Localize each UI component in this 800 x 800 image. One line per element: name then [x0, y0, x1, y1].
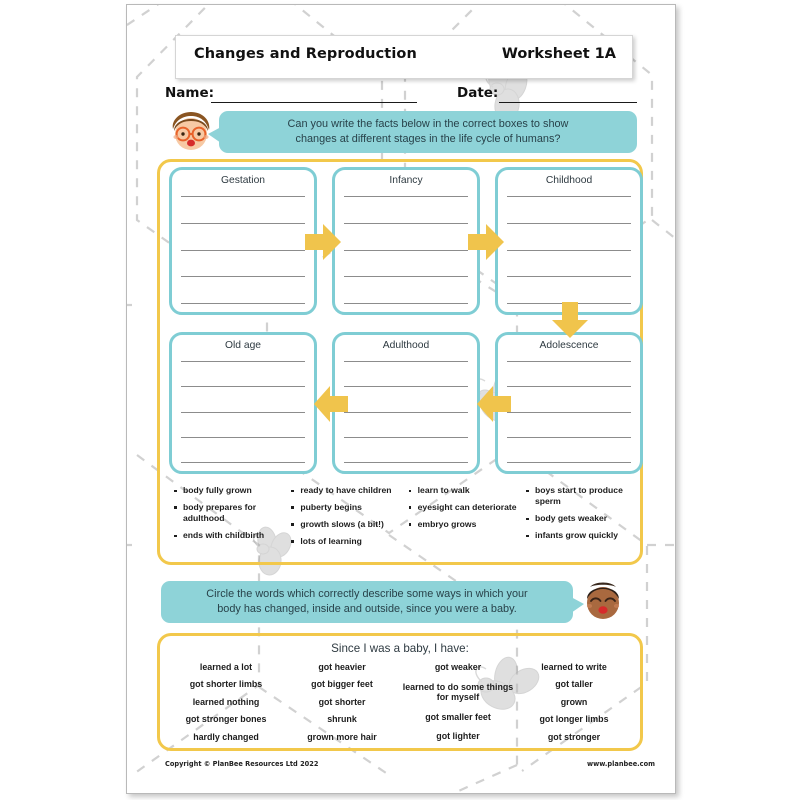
arrow-gestation-to-infancy-icon	[303, 221, 343, 268]
stage-box-adulthood[interactable]	[332, 332, 480, 474]
arrow-childhood-to-adolescence-icon	[549, 300, 591, 347]
fact-item[interactable]: ready to have children	[300, 485, 400, 496]
page-title: Changes and Reproduction	[194, 46, 417, 62]
writing-lines[interactable]	[344, 361, 468, 463]
word-bank-column	[518, 662, 630, 742]
instruction-1-line-1: Can you write the facts below in the correct boxes to show	[287, 118, 569, 130]
word-bank-grid	[170, 662, 630, 742]
instruction-bubble-1	[219, 111, 637, 153]
word-option[interactable]: got bigger feet	[311, 679, 373, 690]
fact-item[interactable]: learn to walk	[418, 485, 518, 496]
word-option[interactable]: got stronger	[547, 731, 601, 742]
word-option[interactable]: learned a lot	[199, 662, 253, 672]
word-option[interactable]: learned to write	[541, 662, 607, 672]
fact-item[interactable]: infants grow quickly	[535, 530, 635, 541]
word-bank-column	[170, 662, 282, 742]
word-option[interactable]: learned to do some things for myself	[402, 681, 514, 703]
fact-item[interactable]: growth slows (a bit!)	[300, 519, 400, 530]
stage-box-childhood[interactable]	[495, 167, 643, 315]
fact-item[interactable]: embryo grows	[418, 519, 518, 530]
facts-column	[523, 485, 635, 555]
stage-box-infancy[interactable]	[332, 167, 480, 315]
stage-box-old-age[interactable]	[169, 332, 317, 474]
facts-column	[171, 485, 283, 555]
fact-item[interactable]: boys start to produce sperm	[535, 485, 635, 508]
name-input-line[interactable]	[211, 102, 417, 103]
fact-item[interactable]: body prepares for adulthood	[183, 502, 283, 525]
word-bank-panel	[157, 633, 643, 751]
word-option[interactable]: got taller	[555, 679, 593, 690]
word-option[interactable]: grown	[560, 696, 588, 707]
fact-item[interactable]: body fully grown	[183, 485, 283, 496]
fact-item[interactable]: lots of learning	[300, 536, 400, 547]
stage-title-old-age: Old age	[224, 340, 262, 351]
arrow-infancy-to-childhood-icon	[466, 221, 506, 268]
website-link[interactable]: www.planbee.com	[587, 760, 655, 768]
writing-lines[interactable]	[181, 361, 305, 463]
word-option[interactable]: got shorter	[318, 696, 366, 707]
date-label: Date:	[457, 85, 499, 101]
fact-item[interactable]: eyesight can deteriorate	[417, 501, 517, 512]
page-footer	[165, 760, 655, 768]
writing-lines[interactable]	[507, 361, 631, 463]
stage-title-childhood: Childhood	[545, 175, 593, 186]
stage-box-gestation[interactable]	[169, 167, 317, 315]
word-option[interactable]: grown more hair	[307, 731, 377, 742]
arrow-adulthood-to-old-age-icon	[312, 383, 350, 430]
word-option[interactable]: learned nothing	[192, 696, 260, 707]
stage-title-gestation: Gestation	[220, 175, 266, 186]
word-option[interactable]: got heavier	[318, 662, 366, 672]
word-option[interactable]: hardly changed	[193, 731, 259, 742]
child-with-glasses-avatar	[167, 109, 215, 160]
worksheet-title-bar	[175, 35, 633, 79]
fact-item[interactable]: body gets weaker	[535, 513, 635, 524]
stage-title-infancy: Infancy	[389, 175, 423, 186]
writing-lines[interactable]	[344, 196, 468, 304]
word-option[interactable]: got stronger bones	[185, 714, 267, 725]
worksheet-number-label: Worksheet 1A	[501, 46, 616, 62]
word-option[interactable]: got lighter	[436, 731, 480, 742]
word-option[interactable]: shrunk	[327, 714, 357, 725]
instruction-2-line-1: Circle the words which correctly describe some ways in which your	[206, 588, 528, 600]
instruction-1-line-2: changes at different stages in the life cycle of humans?	[295, 133, 561, 145]
stage-title-adolescence: Adolescence	[539, 340, 599, 351]
stage-box-adolescence[interactable]	[495, 332, 643, 474]
writing-lines[interactable]	[507, 196, 631, 304]
facts-column	[288, 485, 400, 555]
stage-title-adulthood: Adulthood	[382, 340, 430, 351]
date-input-line[interactable]	[499, 102, 637, 103]
fact-item[interactable]: puberty begins	[300, 502, 400, 513]
word-option[interactable]: got smaller feet	[425, 711, 491, 722]
word-bank-column	[402, 662, 514, 742]
smiling-child-avatar	[579, 577, 627, 630]
instruction-bubble-2	[161, 581, 573, 623]
word-bank-title: Since I was a baby, I have:	[331, 642, 469, 655]
writing-lines[interactable]	[181, 196, 305, 304]
facts-bullet-list	[171, 485, 635, 555]
copyright-text: Copyright © PlanBee Resources Ltd 2022	[165, 760, 319, 768]
name-label: Name:	[165, 85, 215, 101]
facts-column	[406, 485, 518, 555]
instruction-2-line-2: body has changed, inside and outside, since you were a baby.	[217, 603, 517, 615]
worksheet-page	[126, 4, 676, 794]
word-option[interactable]: got shorter limbs	[189, 679, 263, 690]
fact-item[interactable]: ends with childbirth	[183, 530, 283, 541]
word-option[interactable]: got weaker	[434, 662, 482, 672]
arrow-adolescence-to-adulthood-icon	[475, 383, 513, 430]
name-date-row	[165, 85, 637, 107]
word-bank-column	[286, 662, 398, 742]
word-option[interactable]: got longer limbs	[539, 714, 609, 725]
